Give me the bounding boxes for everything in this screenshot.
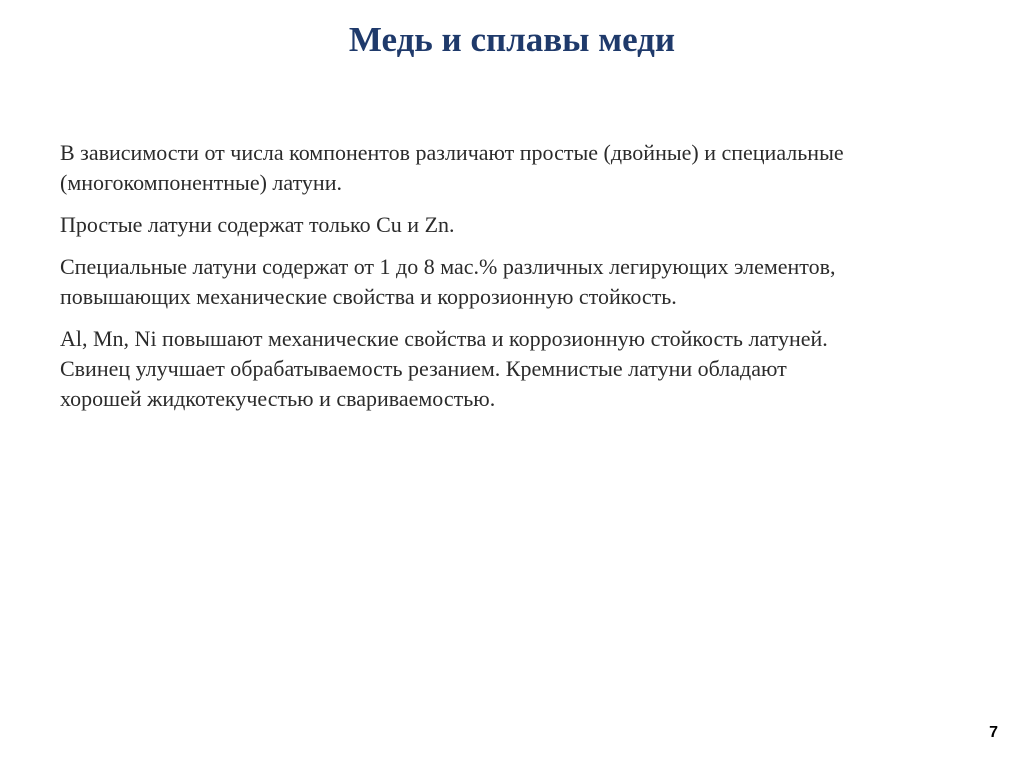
paragraph-simple-brass: Простые латуни содержат только Cu и Zn. [60, 212, 455, 237]
page-number: 7 [989, 724, 998, 741]
slide-body [60, 138, 980, 426]
slide-title: Медь и сплавы меди [348, 20, 676, 59]
paragraph-components: В зависимости от числа компонентов различают простые (двойные) и специальные (многокомпонентные) латуни. [60, 140, 844, 195]
paragraph-alloying-effects: Al, Mn, Ni повышают механические свойства и коррозионную стойкость латуней. Свинец улучшает обрабатываемость резанием. Кремнистые латуни обладают хорошей жидкотекучестью и свариваемостью. [60, 326, 828, 411]
paragraph-special-brass: Специальные латуни содержат от 1 до 8 мас.% различных легирующих элементов, повышающих механические свойства и коррозионную стойкость. [60, 254, 836, 309]
